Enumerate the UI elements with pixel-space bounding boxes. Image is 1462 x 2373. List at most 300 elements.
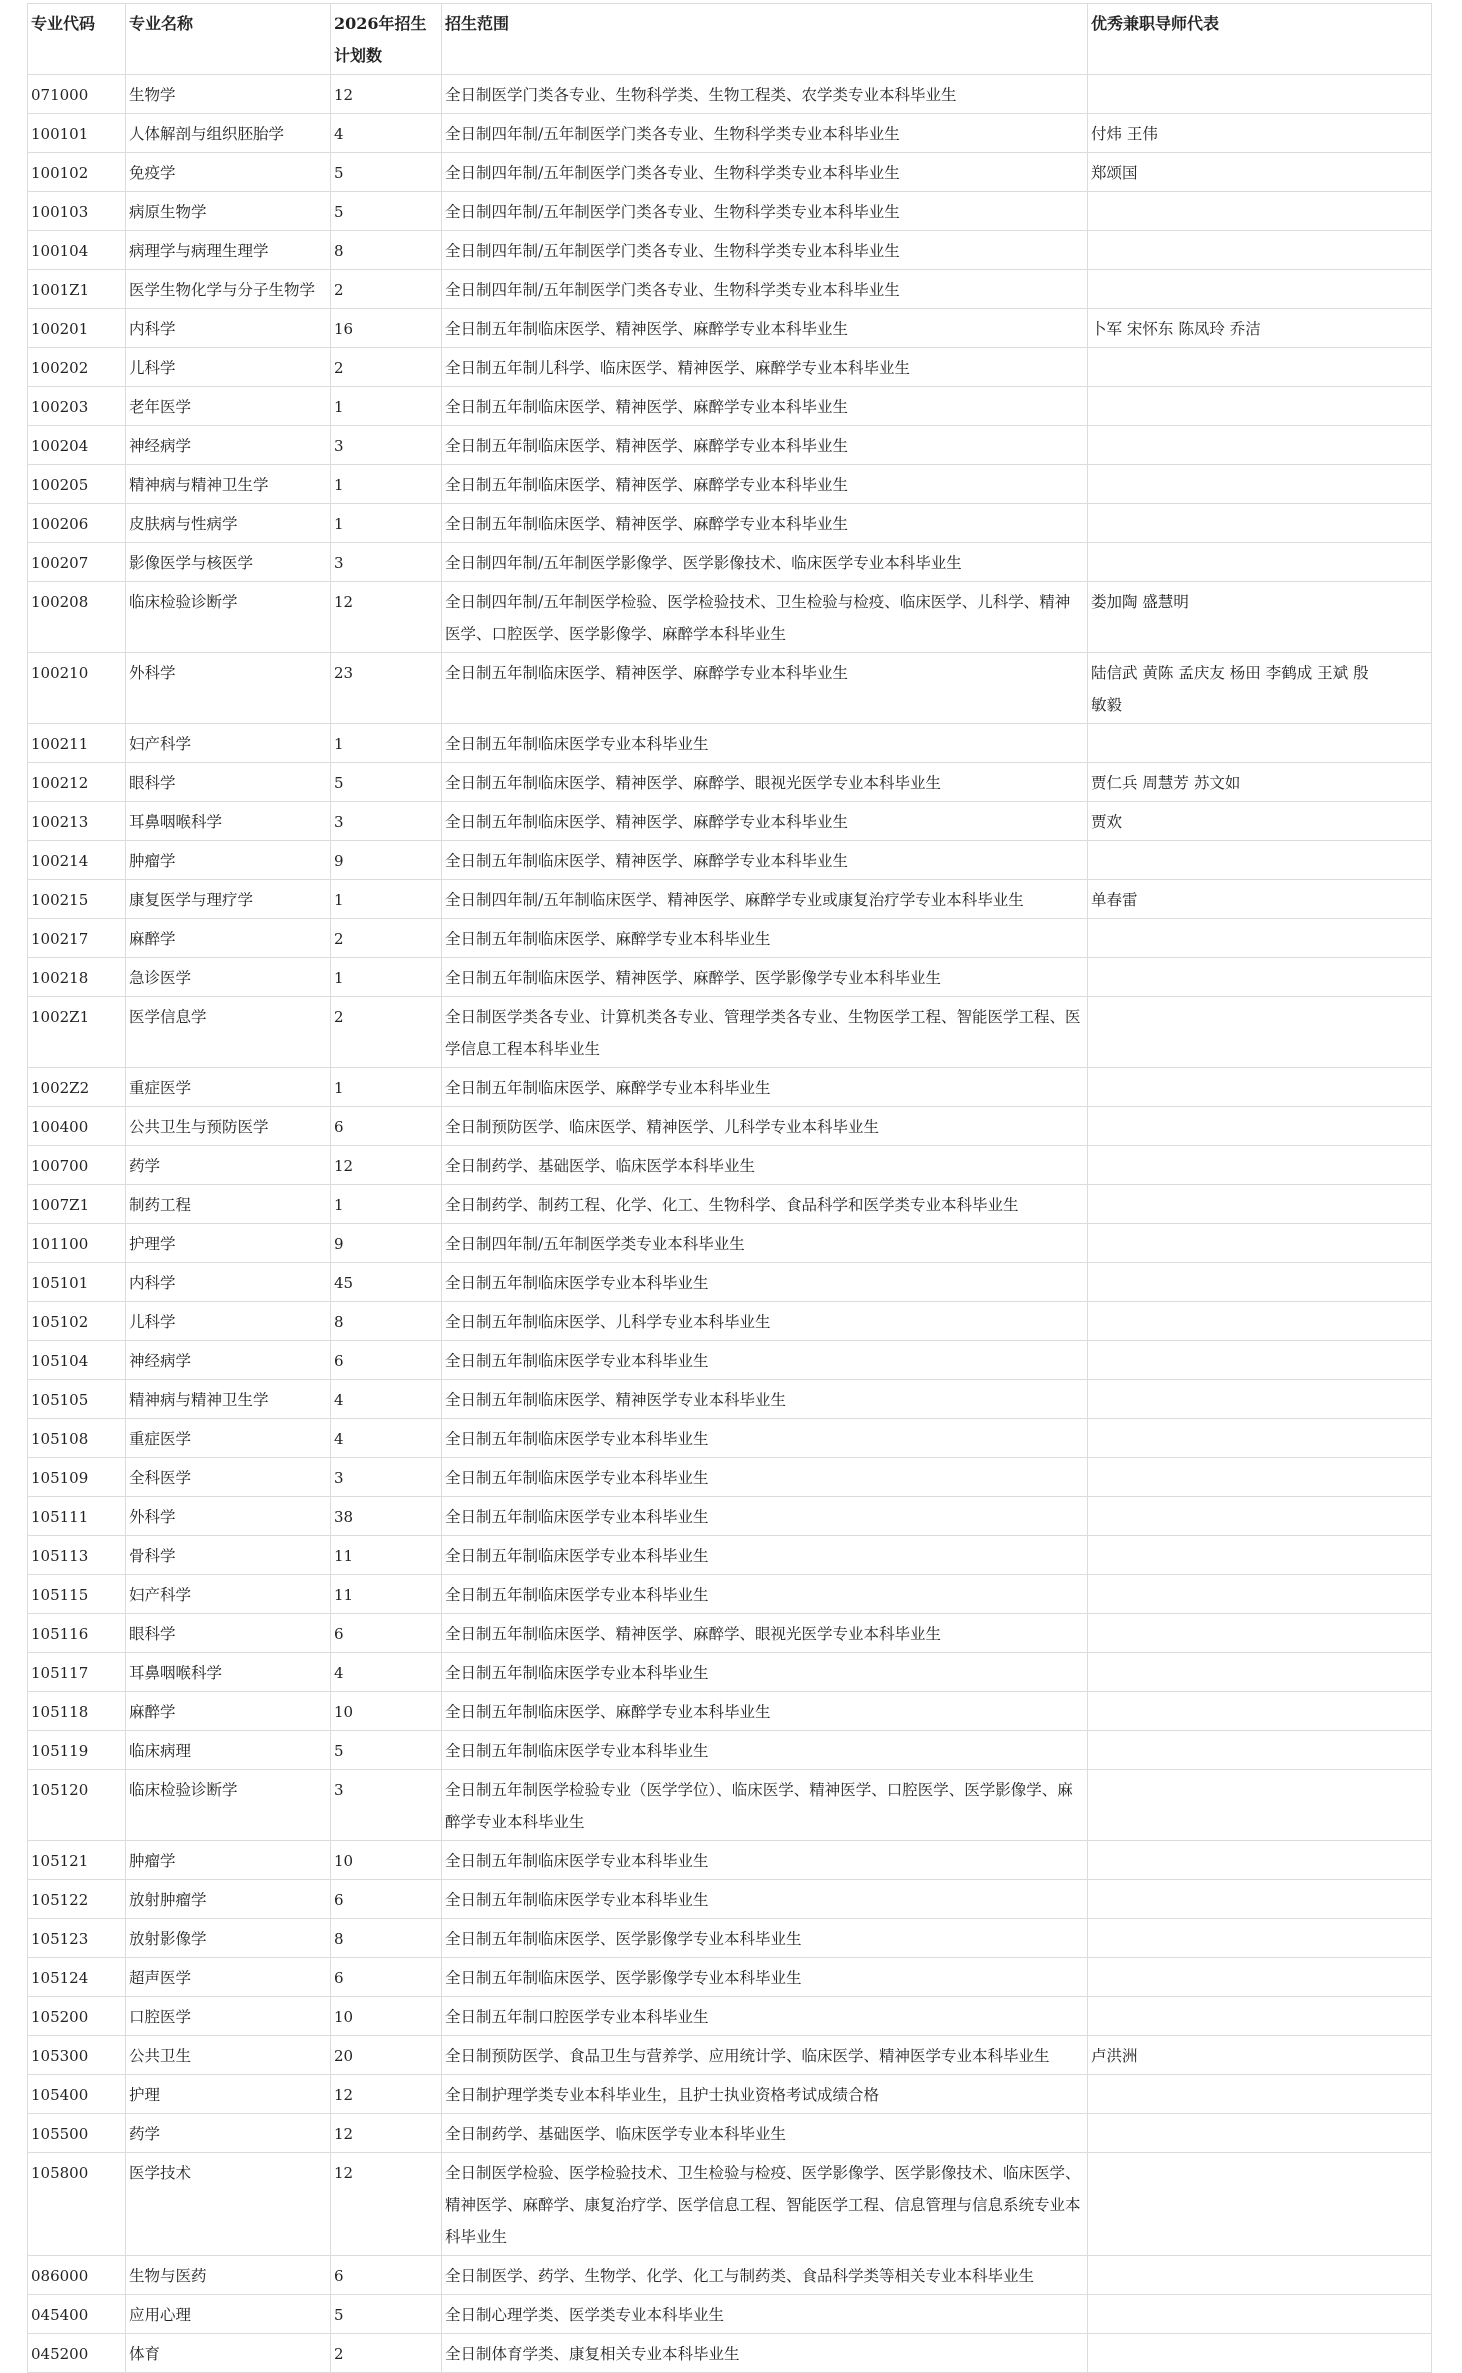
cell-plan-count: 23 <box>331 653 442 724</box>
cell-major-name: 肿瘤学 <box>126 841 331 880</box>
cell-enrollment-scope: 全日制五年制临床医学、精神医学、麻醉学、眼视光医学专业本科毕业生 <box>442 763 1088 802</box>
table-row <box>28 1958 1432 1997</box>
cell-major-code: 100203 <box>28 387 126 426</box>
cell-major-name: 口腔医学 <box>126 1997 331 2036</box>
cell-plan-count: 1 <box>331 465 442 504</box>
cell-enrollment-scope: 全日制五年制临床医学、儿科学专业本科毕业生 <box>442 1302 1088 1341</box>
cell-major-code: 105300 <box>28 2036 126 2075</box>
header-major-code: 专业代码 <box>28 4 126 75</box>
cell-major-code: 105101 <box>28 1263 126 1302</box>
cell-plan-count: 12 <box>331 2153 442 2256</box>
cell-tutor-representatives <box>1088 1458 1432 1497</box>
cell-tutor-representatives <box>1088 192 1432 231</box>
cell-plan-count: 10 <box>331 1692 442 1731</box>
cell-major-code: 045400 <box>28 2295 126 2334</box>
cell-major-code: 100208 <box>28 582 126 653</box>
table-row <box>28 387 1432 426</box>
cell-plan-count: 11 <box>331 1575 442 1614</box>
cell-tutor-representatives: 付炜 王伟 <box>1088 114 1432 153</box>
cell-tutor-representatives <box>1088 426 1432 465</box>
cell-tutor-representatives <box>1088 1841 1432 1880</box>
cell-tutor-representatives <box>1088 1653 1432 1692</box>
cell-major-name: 精神病与精神卫生学 <box>126 1380 331 1419</box>
table-row <box>28 2075 1432 2114</box>
table-row <box>28 1380 1432 1419</box>
cell-major-code: 100214 <box>28 841 126 880</box>
table-row <box>28 2036 1432 2075</box>
table-row <box>28 309 1432 348</box>
cell-major-code: 1007Z1 <box>28 1185 126 1224</box>
cell-tutor-representatives <box>1088 1224 1432 1263</box>
table-row <box>28 653 1432 724</box>
cell-major-name: 骨科学 <box>126 1536 331 1575</box>
cell-major-name: 护理 <box>126 2075 331 2114</box>
cell-major-code: 100213 <box>28 802 126 841</box>
cell-tutor-representatives <box>1088 1185 1432 1224</box>
table-row <box>28 153 1432 192</box>
cell-major-name: 全科医学 <box>126 1458 331 1497</box>
cell-tutor-representatives <box>1088 724 1432 763</box>
cell-tutor-representatives <box>1088 1575 1432 1614</box>
cell-major-code: 101100 <box>28 1224 126 1263</box>
cell-plan-count: 4 <box>331 114 442 153</box>
cell-major-name: 康复医学与理疗学 <box>126 880 331 919</box>
cell-major-name: 内科学 <box>126 309 331 348</box>
cell-major-name: 人体解剖与组织胚胎学 <box>126 114 331 153</box>
cell-tutor-representatives <box>1088 1068 1432 1107</box>
table-row <box>28 1692 1432 1731</box>
cell-major-name: 神经病学 <box>126 1341 331 1380</box>
cell-enrollment-scope: 全日制五年制医学检验专业（医学学位）、临床医学、精神医学、口腔医学、医学影像学、麻醉学专业本科毕业生 <box>442 1770 1088 1841</box>
cell-plan-count: 1 <box>331 880 442 919</box>
cell-major-code: 100204 <box>28 426 126 465</box>
cell-major-code: 105800 <box>28 2153 126 2256</box>
cell-plan-count: 3 <box>331 1770 442 1841</box>
cell-major-name: 老年医学 <box>126 387 331 426</box>
cell-tutor-representatives <box>1088 1919 1432 1958</box>
cell-plan-count: 12 <box>331 75 442 114</box>
cell-major-code: 105111 <box>28 1497 126 1536</box>
cell-major-name: 药学 <box>126 2114 331 2153</box>
table-row <box>28 1731 1432 1770</box>
table-row <box>28 1997 1432 2036</box>
cell-major-code: 100211 <box>28 724 126 763</box>
cell-major-code: 105102 <box>28 1302 126 1341</box>
cell-plan-count: 8 <box>331 1302 442 1341</box>
cell-major-code: 071000 <box>28 75 126 114</box>
cell-major-code: 105115 <box>28 1575 126 1614</box>
cell-major-name: 儿科学 <box>126 348 331 387</box>
cell-enrollment-scope: 全日制五年制临床医学、麻醉学专业本科毕业生 <box>442 919 1088 958</box>
cell-major-code: 105123 <box>28 1919 126 1958</box>
cell-major-name: 肿瘤学 <box>126 1841 331 1880</box>
cell-plan-count: 1 <box>331 504 442 543</box>
cell-major-name: 公共卫生与预防医学 <box>126 1107 331 1146</box>
cell-enrollment-scope: 全日制五年制临床医学、麻醉学专业本科毕业生 <box>442 1692 1088 1731</box>
cell-plan-count: 4 <box>331 1653 442 1692</box>
cell-tutor-representatives <box>1088 348 1432 387</box>
cell-major-code: 100201 <box>28 309 126 348</box>
cell-enrollment-scope: 全日制五年制临床医学、精神医学、麻醉学专业本科毕业生 <box>442 309 1088 348</box>
cell-major-code: 105500 <box>28 2114 126 2153</box>
cell-tutor-representatives <box>1088 2153 1432 2256</box>
cell-enrollment-scope: 全日制医学类各专业、计算机类各专业、管理学类各专业、生物医学工程、智能医学工程、医学信息工程本科毕业生 <box>442 997 1088 1068</box>
cell-tutor-representatives <box>1088 1497 1432 1536</box>
cell-enrollment-scope: 全日制五年制口腔医学专业本科毕业生 <box>442 1997 1088 2036</box>
cell-enrollment-scope: 全日制四年制/五年制医学门类各专业、生物科学类专业本科毕业生 <box>442 231 1088 270</box>
cell-major-name: 耳鼻咽喉科学 <box>126 1653 331 1692</box>
table-row <box>28 1770 1432 1841</box>
cell-plan-count: 6 <box>331 2256 442 2295</box>
cell-major-name: 外科学 <box>126 653 331 724</box>
table-body <box>28 75 1432 2373</box>
cell-plan-count: 1 <box>331 724 442 763</box>
table-row <box>28 2114 1432 2153</box>
cell-tutor-representatives <box>1088 919 1432 958</box>
table-header-row <box>28 4 1432 75</box>
cell-tutor-representatives <box>1088 2075 1432 2114</box>
cell-enrollment-scope: 全日制五年制临床医学专业本科毕业生 <box>442 1497 1088 1536</box>
cell-enrollment-scope: 全日制五年制临床医学、精神医学专业本科毕业生 <box>442 1380 1088 1419</box>
cell-enrollment-scope: 全日制预防医学、食品卫生与营养学、应用统计学、临床医学、精神医学专业本科毕业生 <box>442 2036 1088 2075</box>
cell-plan-count: 12 <box>331 582 442 653</box>
table-row <box>28 958 1432 997</box>
cell-major-name: 耳鼻咽喉科学 <box>126 802 331 841</box>
cell-major-name: 病原生物学 <box>126 192 331 231</box>
cell-major-code: 105108 <box>28 1419 126 1458</box>
cell-major-code: 100207 <box>28 543 126 582</box>
table-row <box>28 504 1432 543</box>
cell-tutor-representatives <box>1088 841 1432 880</box>
cell-major-code: 105120 <box>28 1770 126 1841</box>
cell-enrollment-scope: 全日制五年制临床医学专业本科毕业生 <box>442 1263 1088 1302</box>
cell-major-code: 105118 <box>28 1692 126 1731</box>
cell-plan-count: 2 <box>331 348 442 387</box>
cell-major-name: 生物学 <box>126 75 331 114</box>
cell-enrollment-scope: 全日制四年制/五年制医学类专业本科毕业生 <box>442 1224 1088 1263</box>
cell-enrollment-scope: 全日制五年制临床医学专业本科毕业生 <box>442 1841 1088 1880</box>
cell-enrollment-scope: 全日制五年制临床医学专业本科毕业生 <box>442 1575 1088 1614</box>
table-row <box>28 348 1432 387</box>
cell-major-name: 临床检验诊断学 <box>126 582 331 653</box>
cell-major-name: 妇产科学 <box>126 724 331 763</box>
cell-plan-count: 1 <box>331 387 442 426</box>
cell-major-code: 105400 <box>28 2075 126 2114</box>
cell-enrollment-scope: 全日制五年制临床医学专业本科毕业生 <box>442 1880 1088 1919</box>
cell-plan-count: 6 <box>331 1107 442 1146</box>
table-row <box>28 1536 1432 1575</box>
cell-major-code: 105117 <box>28 1653 126 1692</box>
cell-plan-count: 12 <box>331 2075 442 2114</box>
cell-tutor-representatives <box>1088 1731 1432 1770</box>
cell-plan-count: 3 <box>331 1458 442 1497</box>
cell-plan-count: 6 <box>331 1880 442 1919</box>
table-row <box>28 1880 1432 1919</box>
enrollment-table-container <box>27 3 1432 2373</box>
cell-major-name: 眼科学 <box>126 763 331 802</box>
cell-major-name: 医学信息学 <box>126 997 331 1068</box>
cell-major-name: 公共卫生 <box>126 2036 331 2075</box>
cell-tutor-representatives: 娄加陶 盛慧明 <box>1088 582 1432 653</box>
table-row <box>28 880 1432 919</box>
cell-plan-count: 6 <box>331 1614 442 1653</box>
cell-enrollment-scope: 全日制五年制临床医学专业本科毕业生 <box>442 1458 1088 1497</box>
header-tutor-representatives: 优秀兼职导师代表 <box>1088 4 1432 75</box>
cell-plan-count: 45 <box>331 1263 442 1302</box>
cell-major-code: 1002Z1 <box>28 997 126 1068</box>
cell-major-name: 病理学与病理生理学 <box>126 231 331 270</box>
cell-major-name: 护理学 <box>126 1224 331 1263</box>
cell-tutor-representatives <box>1088 1770 1432 1841</box>
cell-tutor-representatives <box>1088 231 1432 270</box>
cell-major-name: 儿科学 <box>126 1302 331 1341</box>
cell-enrollment-scope: 全日制药学、基础医学、临床医学本科毕业生 <box>442 1146 1088 1185</box>
cell-plan-count: 4 <box>331 1419 442 1458</box>
cell-enrollment-scope: 全日制四年制/五年制医学检验、医学检验技术、卫生检验与检疫、临床医学、儿科学、精神医学、口腔医学、医学影像学、麻醉学本科毕业生 <box>442 582 1088 653</box>
cell-plan-count: 5 <box>331 192 442 231</box>
cell-major-code: 105104 <box>28 1341 126 1380</box>
cell-tutor-representatives: 贾欢 <box>1088 802 1432 841</box>
cell-tutor-representatives <box>1088 1380 1432 1419</box>
cell-plan-count: 9 <box>331 1224 442 1263</box>
cell-tutor-representatives <box>1088 958 1432 997</box>
cell-enrollment-scope: 全日制四年制/五年制医学影像学、医学影像技术、临床医学专业本科毕业生 <box>442 543 1088 582</box>
cell-tutor-representatives <box>1088 1692 1432 1731</box>
cell-major-name: 眼科学 <box>126 1614 331 1653</box>
cell-major-code: 100400 <box>28 1107 126 1146</box>
cell-plan-count: 5 <box>331 153 442 192</box>
cell-enrollment-scope: 全日制五年制临床医学、精神医学、麻醉学专业本科毕业生 <box>442 387 1088 426</box>
table-row <box>28 1919 1432 1958</box>
cell-enrollment-scope: 全日制五年制临床医学专业本科毕业生 <box>442 1341 1088 1380</box>
cell-tutor-representatives <box>1088 1614 1432 1653</box>
cell-tutor-representatives <box>1088 270 1432 309</box>
cell-major-name: 药学 <box>126 1146 331 1185</box>
cell-major-name: 免疫学 <box>126 153 331 192</box>
table-row <box>28 1841 1432 1880</box>
cell-tutor-representatives <box>1088 1107 1432 1146</box>
cell-major-name: 医学生物化学与分子生物学 <box>126 270 331 309</box>
table-row <box>28 997 1432 1068</box>
cell-tutor-representatives <box>1088 1146 1432 1185</box>
table-row <box>28 1107 1432 1146</box>
header-plan-count: 2026年招生计划数 <box>331 4 442 75</box>
table-row <box>28 1341 1432 1380</box>
cell-major-code: 105122 <box>28 1880 126 1919</box>
table-row <box>28 1497 1432 1536</box>
table-row <box>28 2153 1432 2256</box>
cell-tutor-representatives <box>1088 2114 1432 2153</box>
cell-tutor-representatives <box>1088 543 1432 582</box>
cell-major-name: 重症医学 <box>126 1419 331 1458</box>
cell-major-name: 妇产科学 <box>126 1575 331 1614</box>
cell-enrollment-scope: 全日制五年制临床医学、精神医学、麻醉学专业本科毕业生 <box>442 465 1088 504</box>
cell-major-code: 105121 <box>28 1841 126 1880</box>
cell-major-code: 100218 <box>28 958 126 997</box>
cell-major-code: 100202 <box>28 348 126 387</box>
cell-enrollment-scope: 全日制药学、基础医学、临床医学专业本科毕业生 <box>442 2114 1088 2153</box>
cell-major-code: 100103 <box>28 192 126 231</box>
cell-major-code: 1001Z1 <box>28 270 126 309</box>
cell-enrollment-scope: 全日制五年制临床医学专业本科毕业生 <box>442 1536 1088 1575</box>
cell-major-code: 105119 <box>28 1731 126 1770</box>
table-row <box>28 763 1432 802</box>
cell-plan-count: 38 <box>331 1497 442 1536</box>
cell-plan-count: 3 <box>331 543 442 582</box>
cell-enrollment-scope: 全日制五年制临床医学、麻醉学专业本科毕业生 <box>442 1068 1088 1107</box>
cell-plan-count: 3 <box>331 802 442 841</box>
cell-plan-count: 2 <box>331 270 442 309</box>
cell-enrollment-scope: 全日制五年制临床医学、精神医学、麻醉学专业本科毕业生 <box>442 426 1088 465</box>
cell-major-code: 100101 <box>28 114 126 153</box>
cell-tutor-representatives <box>1088 1419 1432 1458</box>
table-row <box>28 2295 1432 2334</box>
cell-enrollment-scope: 全日制五年制临床医学、精神医学、麻醉学专业本科毕业生 <box>442 504 1088 543</box>
cell-plan-count: 10 <box>331 1997 442 2036</box>
cell-enrollment-scope: 全日制四年制/五年制医学门类各专业、生物科学类专业本科毕业生 <box>442 114 1088 153</box>
table-row <box>28 426 1432 465</box>
cell-tutor-representatives <box>1088 1341 1432 1380</box>
cell-major-code: 105116 <box>28 1614 126 1653</box>
enrollment-table <box>27 3 1432 2373</box>
table-row <box>28 1458 1432 1497</box>
cell-tutor-representatives <box>1088 1958 1432 1997</box>
cell-enrollment-scope: 全日制医学、药学、生物学、化学、化工与制药类、食品科学类等相关专业本科毕业生 <box>442 2256 1088 2295</box>
header-major-name: 专业名称 <box>126 4 331 75</box>
cell-tutor-representatives <box>1088 1536 1432 1575</box>
cell-major-name: 临床检验诊断学 <box>126 1770 331 1841</box>
table-row <box>28 192 1432 231</box>
table-row <box>28 2334 1432 2373</box>
table-row <box>28 114 1432 153</box>
cell-major-code: 100700 <box>28 1146 126 1185</box>
table-row <box>28 2256 1432 2295</box>
cell-enrollment-scope: 全日制五年制临床医学、精神医学、麻醉学、医学影像学专业本科毕业生 <box>442 958 1088 997</box>
table-row <box>28 582 1432 653</box>
header-enrollment-scope: 招生范围 <box>442 4 1088 75</box>
cell-major-name: 制药工程 <box>126 1185 331 1224</box>
cell-plan-count: 4 <box>331 1380 442 1419</box>
cell-major-code: 1002Z2 <box>28 1068 126 1107</box>
table-row <box>28 919 1432 958</box>
table-row <box>28 1146 1432 1185</box>
cell-major-code: 100104 <box>28 231 126 270</box>
cell-enrollment-scope: 全日制五年制临床医学专业本科毕业生 <box>442 1653 1088 1692</box>
table-row <box>28 724 1432 763</box>
table-row <box>28 1614 1432 1653</box>
cell-enrollment-scope: 全日制预防医学、临床医学、精神医学、儿科学专业本科毕业生 <box>442 1107 1088 1146</box>
cell-enrollment-scope: 全日制五年制临床医学、精神医学、麻醉学专业本科毕业生 <box>442 841 1088 880</box>
cell-tutor-representatives <box>1088 465 1432 504</box>
cell-major-name: 医学技术 <box>126 2153 331 2256</box>
cell-major-code: 100212 <box>28 763 126 802</box>
cell-enrollment-scope: 全日制四年制/五年制医学门类各专业、生物科学类专业本科毕业生 <box>442 270 1088 309</box>
cell-enrollment-scope: 全日制药学、制药工程、化学、化工、生物科学、食品科学和医学类专业本科毕业生 <box>442 1185 1088 1224</box>
cell-major-name: 影像医学与核医学 <box>126 543 331 582</box>
cell-enrollment-scope: 全日制五年制临床医学、医学影像学专业本科毕业生 <box>442 1919 1088 1958</box>
cell-major-name: 内科学 <box>126 1263 331 1302</box>
cell-plan-count: 5 <box>331 2295 442 2334</box>
cell-enrollment-scope: 全日制五年制临床医学、精神医学、麻醉学、眼视光医学专业本科毕业生 <box>442 1614 1088 1653</box>
cell-tutor-representatives: 陆信武 黄陈 孟庆友 杨田 李鹤成 王斌 殷敏毅 <box>1088 653 1432 724</box>
cell-major-code: 100215 <box>28 880 126 919</box>
table-row <box>28 1419 1432 1458</box>
cell-plan-count: 2 <box>331 997 442 1068</box>
cell-enrollment-scope: 全日制五年制临床医学专业本科毕业生 <box>442 1731 1088 1770</box>
cell-major-name: 重症医学 <box>126 1068 331 1107</box>
cell-enrollment-scope: 全日制四年制/五年制医学门类各专业、生物科学类专业本科毕业生 <box>442 153 1088 192</box>
cell-major-name: 放射肿瘤学 <box>126 1880 331 1919</box>
cell-major-name: 应用心理 <box>126 2295 331 2334</box>
cell-enrollment-scope: 全日制四年制/五年制临床医学、精神医学、麻醉学专业或康复治疗学专业本科毕业生 <box>442 880 1088 919</box>
table-row <box>28 1185 1432 1224</box>
cell-enrollment-scope: 全日制五年制临床医学专业本科毕业生 <box>442 724 1088 763</box>
cell-tutor-representatives: 卜军 宋怀东 陈凤玲 乔洁 <box>1088 309 1432 348</box>
cell-major-name: 神经病学 <box>126 426 331 465</box>
cell-enrollment-scope: 全日制五年制临床医学专业本科毕业生 <box>442 1419 1088 1458</box>
cell-plan-count: 20 <box>331 2036 442 2075</box>
cell-major-code: 100206 <box>28 504 126 543</box>
cell-plan-count: 16 <box>331 309 442 348</box>
cell-tutor-representatives <box>1088 1263 1432 1302</box>
cell-major-name: 临床病理 <box>126 1731 331 1770</box>
cell-plan-count: 6 <box>331 1341 442 1380</box>
cell-plan-count: 8 <box>331 231 442 270</box>
cell-plan-count: 1 <box>331 1068 442 1107</box>
cell-plan-count: 2 <box>331 2334 442 2373</box>
table-row <box>28 1302 1432 1341</box>
cell-tutor-representatives <box>1088 504 1432 543</box>
table-row <box>28 465 1432 504</box>
cell-major-code: 086000 <box>28 2256 126 2295</box>
cell-major-name: 超声医学 <box>126 1958 331 1997</box>
cell-enrollment-scope: 全日制五年制儿科学、临床医学、精神医学、麻醉学专业本科毕业生 <box>442 348 1088 387</box>
cell-enrollment-scope: 全日制心理学类、医学类专业本科毕业生 <box>442 2295 1088 2334</box>
cell-major-name: 皮肤病与性病学 <box>126 504 331 543</box>
cell-plan-count: 6 <box>331 1958 442 1997</box>
cell-enrollment-scope: 全日制医学门类各专业、生物科学类、生物工程类、农学类专业本科毕业生 <box>442 75 1088 114</box>
cell-enrollment-scope: 全日制五年制临床医学、精神医学、麻醉学专业本科毕业生 <box>442 653 1088 724</box>
cell-major-code: 100102 <box>28 153 126 192</box>
cell-enrollment-scope: 全日制五年制临床医学、医学影像学专业本科毕业生 <box>442 1958 1088 1997</box>
table-row <box>28 75 1432 114</box>
cell-enrollment-scope: 全日制四年制/五年制医学门类各专业、生物科学类专业本科毕业生 <box>442 192 1088 231</box>
cell-enrollment-scope: 全日制护理学类专业本科毕业生，且护士执业资格考试成绩合格 <box>442 2075 1088 2114</box>
cell-plan-count: 3 <box>331 426 442 465</box>
cell-enrollment-scope: 全日制体育学类、康复相关专业本科毕业生 <box>442 2334 1088 2373</box>
cell-major-name: 生物与医药 <box>126 2256 331 2295</box>
cell-tutor-representatives: 贾仁兵 周慧芳 苏文如 <box>1088 763 1432 802</box>
cell-major-code: 105109 <box>28 1458 126 1497</box>
cell-major-code: 105105 <box>28 1380 126 1419</box>
cell-major-code: 100217 <box>28 919 126 958</box>
cell-major-code: 105124 <box>28 1958 126 1997</box>
cell-plan-count: 11 <box>331 1536 442 1575</box>
cell-major-code: 045200 <box>28 2334 126 2373</box>
cell-tutor-representatives <box>1088 2295 1432 2334</box>
cell-major-name: 精神病与精神卫生学 <box>126 465 331 504</box>
table-row <box>28 270 1432 309</box>
cell-plan-count: 9 <box>331 841 442 880</box>
cell-tutor-representatives <box>1088 2334 1432 2373</box>
cell-major-code: 100205 <box>28 465 126 504</box>
cell-tutor-representatives: 郑颂国 <box>1088 153 1432 192</box>
cell-plan-count: 12 <box>331 2114 442 2153</box>
cell-major-name: 麻醉学 <box>126 1692 331 1731</box>
cell-tutor-representatives <box>1088 1880 1432 1919</box>
cell-major-name: 放射影像学 <box>126 1919 331 1958</box>
table-row <box>28 1263 1432 1302</box>
